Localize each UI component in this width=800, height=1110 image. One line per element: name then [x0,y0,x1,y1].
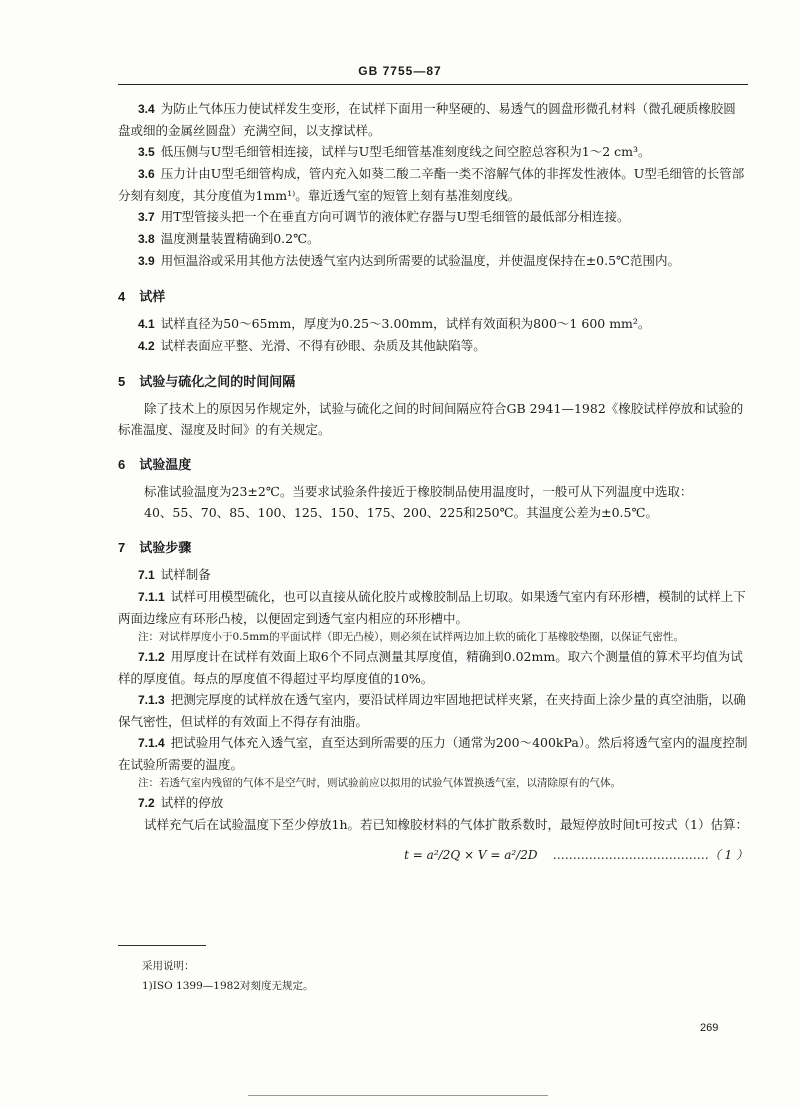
section-6-paragraph: 标准试验温度为23±2℃。当要求试验条件接近于橡胶制品使用温度时，一般可从下列温度中选取： [144,484,693,499]
clause-7-2-paragraph: 试样充气后在试验温度下至少停放1h。若已知橡胶材料的气体扩散系数时，最短停放时间t可按式（1）估算： [144,817,748,832]
clause-3-4: 3.4 为防止气体压力使试样发生变形，在试样下面用一种坚硬的、易透气的圆盘形微孔材料（微孔硬质橡胶圆盘或细的金属丝圆盘）充满空间，以支撑试样。 [118,101,736,138]
clause-7-1-heading: 7.1 试样制备 [138,567,211,582]
scan-bottom-edge [248,1095,548,1096]
clause-4-2: 4.2 试样表面应平整、光滑、不得有砂眼、杂质及其他缺陷等。 [138,338,486,353]
clause-7-1-4: 7.1.4 把试验用气体充入透气室，直至达到所需要的压力（通常为200～400kPa）。然后将透气室内的温度控制在试验所需要的温度。 [118,735,748,772]
footnote-divider [118,945,206,946]
footnote-heading: 采用说明： [142,960,195,972]
clause-3-9: 3.9 用恒温浴或采用其他方法使透气室内达到所需要的试验温度，并使温度保持在±0.5℃范围内。 [138,253,681,268]
equation-label: …………………………………（ 1 ） [552,848,748,862]
header-divider [118,84,748,85]
clause-3-5: 3.5 低压侧与U型毛细管相连接，试样与U型毛细管基准刻度线之间空腔总容积为1～2 cm³。 [138,144,651,159]
clause-7-1-2: 7.1.2 用厚度计在试样有效面上取6个不同点测量其厚度值，精确到0.02mm。取六个测量值的算术平均值为试样的厚度值。每点的厚度值不得超过平均厚度值的10%。 [118,649,743,686]
footnote-text: 1)ISO 1399—1982对刻度无规定。 [142,980,314,992]
section-5-heading: 5 试验与硫化之间的时间间隔 [118,374,296,389]
clause-3-6: 3.6 压力计由U型毛细管构成，管内充入如葵二酸二辛酯一类不溶解气体的非挥发性液体。U型毛细管的长管部分刻有刻度，其分度值为1mm¹⁾。靠近透气室的短管上刻有基准刻度线。 [118,166,745,203]
note-thin-specimen: 注：对试样厚度小于0.5mm的平面试样（即无凸棱），则必须在试样两边加上软的硫化丁基橡胶垫圈，以保证气密性。 [138,631,684,643]
section-6-temperature-list: 40、55、70、85、100、125、150、175、200、225和250℃。其温度公差为±0.5℃。 [144,505,658,520]
section-5-paragraph: 除了技术上的原因另作规定外，试验与硫化之间的时间间隔应符合GB 2941—1982《橡胶试样停放和试验的标准温度、湿度及时间》的有关规定。 [118,401,744,437]
equation-1 [118,845,748,866]
clause-7-2-heading: 7.2 试样的停放 [138,795,224,810]
clause-7-1-3: 7.1.3 把测完厚度的试样放在透气室内，要沿试样周边牢固地把试样夹紧，在夹持面上涂少量的真空油脂，以确保气密性，但试样的有效面上不得存有油脂。 [118,692,746,729]
clause-4-1: 4.1 试样直径为50～65mm，厚度为0.25～3.00mm，试样有效面积为800～1 600 mm²。 [138,316,651,331]
equation-expression: t = a²/2Q × V = a²/2D [404,848,538,862]
section-7-heading: 7 试验步骤 [118,540,192,555]
page-number: 269 [700,1022,719,1034]
document-body [118,98,748,880]
clause-7-1-1: 7.1.1 试样可用模型硫化，也可以直接从硫化胶片或橡胶制品上切取。如果透气室内有环形槽，模制的试样上下两面边缘应有环形凸棱，以便固定到透气室内相应的环形槽中。 [118,589,746,626]
section-4-heading: 4 试样 [118,289,166,304]
clause-3-7: 3.7 用T型管接头把一个在垂直方向可调节的液体贮存器与U型毛细管的最低部分相连接。 [138,209,630,224]
note-residual-gas: 注：若透气室内残留的气体不是空气时，则试验前应以拟用的试验气体置换透气室，以清除原有的气体。 [138,777,621,789]
section-6-heading: 6 试验温度 [118,457,192,472]
clause-3-8: 3.8 温度测量装置精确到0.2℃。 [138,231,320,246]
standard-code-header: GB 7755—87 [358,64,442,78]
